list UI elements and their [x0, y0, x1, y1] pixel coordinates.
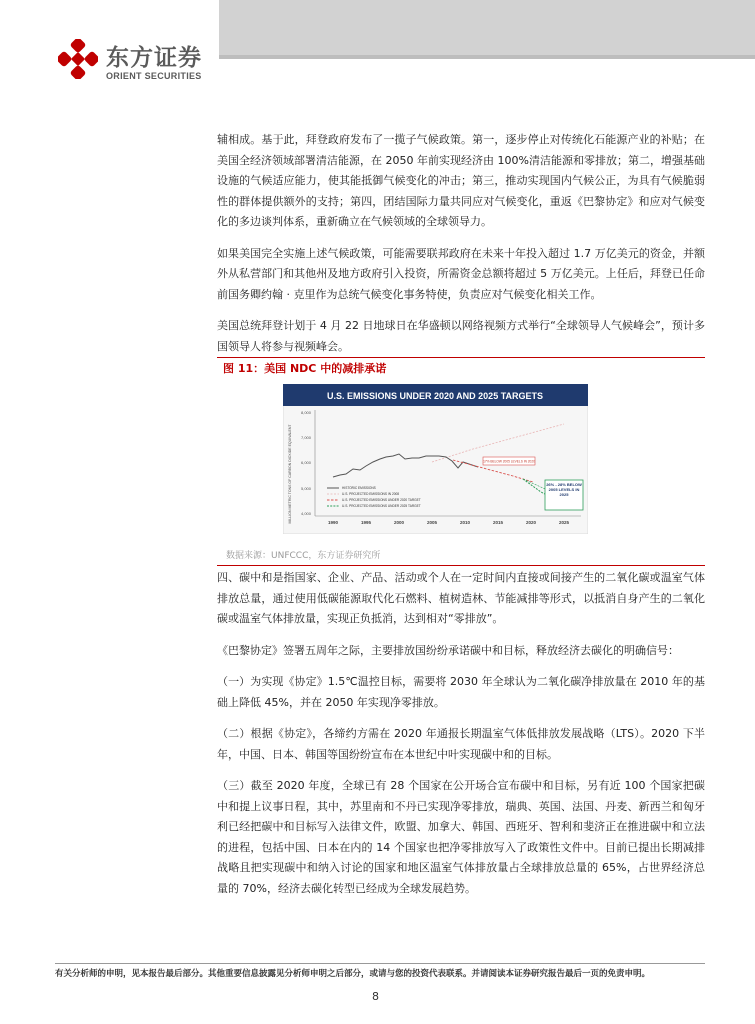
figure-source: 数据来源：UNFCCC，东方证券研究所 [226, 551, 381, 561]
legend-item: U.S. PROJECTED EMISSIONS UNDER 2020 TARGET [342, 498, 421, 503]
x-tick: 2025 [558, 520, 570, 525]
legend-item: U.S. PROJECTED EMISSIONS IN 2008 [342, 492, 400, 497]
paragraph: 四、碳中和是指国家、企业、产品、活动或个人在一定时间内直接或间接产生的二氧化碳或温室气体排放总量，通过使用低碳能源取代化石燃料、植树造林、节能减排等形式，以抵消自身产生的二氧化碳或温室气体排放量，实现正负抵消，达到相对“零排放”。 [217, 571, 705, 625]
y-tick: 6,000 [300, 460, 311, 465]
figure-bottom-rule [217, 565, 705, 566]
emissions-chart [283, 384, 588, 534]
legend-item: HISTORIC EMISSIONS [342, 486, 376, 491]
legend-item: U.S. PROJECTED EMISSIONS UNDER 2025 TARGET [342, 504, 421, 509]
header-band [219, 0, 755, 55]
x-tick: 1990 [327, 520, 339, 525]
figure-title: 图 11：美国 NDC 中的减排承诺 [223, 362, 387, 375]
footer-disclaimer: 有关分析师的申明，见本报告最后部分。其他重要信息披露见分析师申明之后部分，或请与您的投资代表联系。并请阅读本证券研究报告最后一页的免责申明。 [55, 969, 651, 979]
y-tick: 5,000 [300, 486, 311, 491]
x-tick: 2005 [426, 520, 438, 525]
paragraph: （二）根据《协定》，各缔约方需在 2020 年通报长期温室气体低排放发展战略（LTS）。2020 下半年，中国、日本、韩国等国纷纷宣布在本世纪中叶实现碳中和的目标。 [217, 727, 705, 761]
company-logo [58, 33, 238, 83]
paragraph: 如果美国完全实施上述气候政策，可能需要联邦政府在未来十年投入超过 1.7 万亿美元的资金，并额外从私营部门和其他州及地方政府引入投资，所需资金总额将超过 5 万亿美元。上任后，拜登已任命前国务卿约翰 · 克里作为总统气候变化事务特使，负责应对气候变化相关工作。 [217, 246, 705, 301]
paragraph: 《巴黎协定》签署五周年之际，主要排放国纷纷承诺碳中和目标，释放经济去碳化的明确信号： [217, 643, 679, 657]
chart-title: U.S. EMISSIONS UNDER 2020 AND 2025 TARGETS [326, 391, 544, 401]
x-tick: 2010 [459, 520, 471, 525]
paragraph: 辅相成。基于此，拜登政府发布了一揽子气候政策。第一，逐步停止对传统化石能源产业的补贴；在美国全经济领域部署清洁能源，在 2050 年前实现经济由 100%清洁能源和零排放；第二，增强基础设施的气候适应能力，使其能抵御气候变化的冲击；第三，推动实现国内气候公正，为具有气候脆弱性的群体提供额外的支持；第四，团结国际力量共同应对气候变化，重返《巴黎协定》和应对气候变化的多边谈判体系，重新确立在气候领域的全球领导力。 [217, 133, 705, 228]
page-number: 8 [372, 990, 379, 1003]
paragraph: （一）为实现《协定》1.5℃温控目标，需要将 2030 年全球认为二氧化碳净排放量在 2010 年的基础上降低 45%，并在 2050 年实现净零排放。 [217, 675, 705, 709]
logo-text-en: ORIENT SECURITIES [106, 71, 202, 81]
body-text-top [217, 130, 705, 368]
paragraph: 美国总统拜登计划于 4 月 22 日地球日在华盛顿以网络视频方式举行“全球领导人气候峰会”，预计多国领导人将参与视频峰会。 [217, 319, 705, 353]
x-tick: 2000 [393, 520, 405, 525]
logo-mark-icon [58, 39, 98, 79]
emissions-chart-image [283, 384, 588, 534]
annotation-2020-text: 17% BELOW 2005 LEVELS IN 2020 [483, 459, 535, 464]
figure-top-rule [217, 357, 705, 358]
y-tick: 7,000 [300, 435, 311, 440]
x-tick: 2020 [525, 520, 537, 525]
x-tick: 2015 [492, 520, 504, 525]
paragraph: （三）截至 2020 年度，全球已有 28 个国家在公开场合宣布碳中和目标，另有近 100 个国家把碳中和提上议事日程，其中，苏里南和不丹已实现净零排放，瑞典、英国、法国、丹麦、新西兰和匈牙利已经把碳中和目标写入法律文件，欧盟、加拿大、韩国、西班牙、智利和斐济正在推进碳中和立法的进程，包括中国、日本在内的 14 个国家也把净零排放写入了政策性文件中。目前已提出长期减排战略且把实现碳中和纳入讨论的国家和地区温室气体排放量占全球排放总量的 65%，占世界经济总量的 70%，经济去碳化转型已经成为全球发展趋势。 [217, 779, 705, 895]
x-tick: 1995 [360, 520, 372, 525]
header-band-edge [219, 55, 755, 59]
logo-text-cn: 东方证券 [106, 45, 202, 71]
body-text-bottom [217, 568, 705, 910]
y-tick: 8,000 [300, 410, 311, 415]
y-axis-label: MILLION METRIC TONS OF CARBON DIOXIDE EQUIVALENT [288, 424, 292, 524]
y-tick: 4,000 [300, 511, 311, 516]
footer-rule [55, 963, 705, 964]
annotation-2025-text: 26% - 28% BELOW 2005 LEVELS IN 2025 [546, 482, 582, 497]
